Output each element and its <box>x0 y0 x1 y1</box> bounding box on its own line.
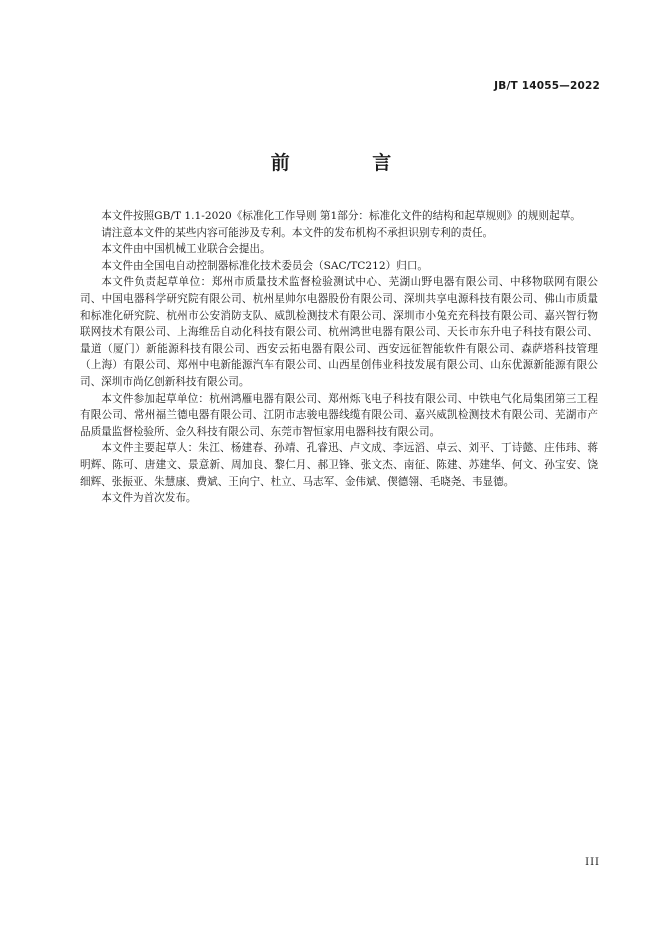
page-number: III <box>585 857 600 868</box>
page-title: 前 言 <box>270 152 430 174</box>
paragraph-lead-drafting-units: 本文件负责起草单位：郑州市质量技术监督检验测试中心、芜湖山野电器有限公司、中移物联网有限公司、中国电器科学研究院有限公司、杭州星帅尔电器股份有限公司、深圳共享电源科技有限公司、佛山市质量和标准化研究院、杭州市公安消防支队、威凯检测技术有限公司、深圳市小兔充充科技有限公司、嘉兴智行物联网技术有限公司、上海维岳自动化科技有限公司、杭州鸿世电器有限公司、天长市东升电子科技有限公司、量道（厦门）新能源科技有限公司、西安云拓电器有限公司、西安远征智能软件有限公司、森萨塔科技管理（上海）有限公司、郑州中电新能源汽车有限公司、山西星创伟业科技发展有限公司、山东优源新能源有限公司、深圳市尚亿创新科技有限公司。 <box>80 276 598 388</box>
foreword-body <box>80 208 598 507</box>
paragraph-first-release: 本文件为首次发布。 <box>101 492 197 505</box>
paragraph-main-drafters: 本文件主要起草人：朱江、杨建春、孙靖、孔睿迅、卢文成、李远滔、卓云、刘平、丁诗懿、庄伟玮、蒋明辉、陈可、唐建文、景意新、周加良、黎仁月、郝卫锋、张文杰、南征、陈建、苏建华、何文、孙宝安、饶细辉、张振亚、朱慧康、费斌、王向宁、杜立、马志军、金伟斌、偰德翎、毛晓尧、韦显德。 <box>80 442 598 488</box>
paragraph-committee: 本文件由全国电自动控制器标准化技术委员会（SAC/TC212）归口。 <box>101 259 429 272</box>
paragraph-patent-notice: 请注意本文件的某些内容可能涉及专利。本文件的发布机构不承担识别专利的责任。 <box>101 226 494 239</box>
standard-code: JB/T 14055—2022 <box>494 80 600 92</box>
paragraph-drafting-rules: 本文件按照GB/T 1.1-2020《标准化工作导则 第1部分：标准化文件的结构和起草规则》的规则起草。 <box>101 210 581 222</box>
paragraph-participating-units: 本文件参加起草单位：杭州鸿雁电器有限公司、郑州烁飞电子科技有限公司、中铁电气化局集团第三工程有限公司、常州福兰德电器有限公司、江阴市志骏电器线缆有限公司、嘉兴威凯检测技术有限公司、芜湖市产品质量监督检验所、金久科技有限公司、东莞市智恒家用电器科技有限公司。 <box>80 392 598 438</box>
paragraph-proposer: 本文件由中国机械工业联合会提出。 <box>101 243 271 256</box>
